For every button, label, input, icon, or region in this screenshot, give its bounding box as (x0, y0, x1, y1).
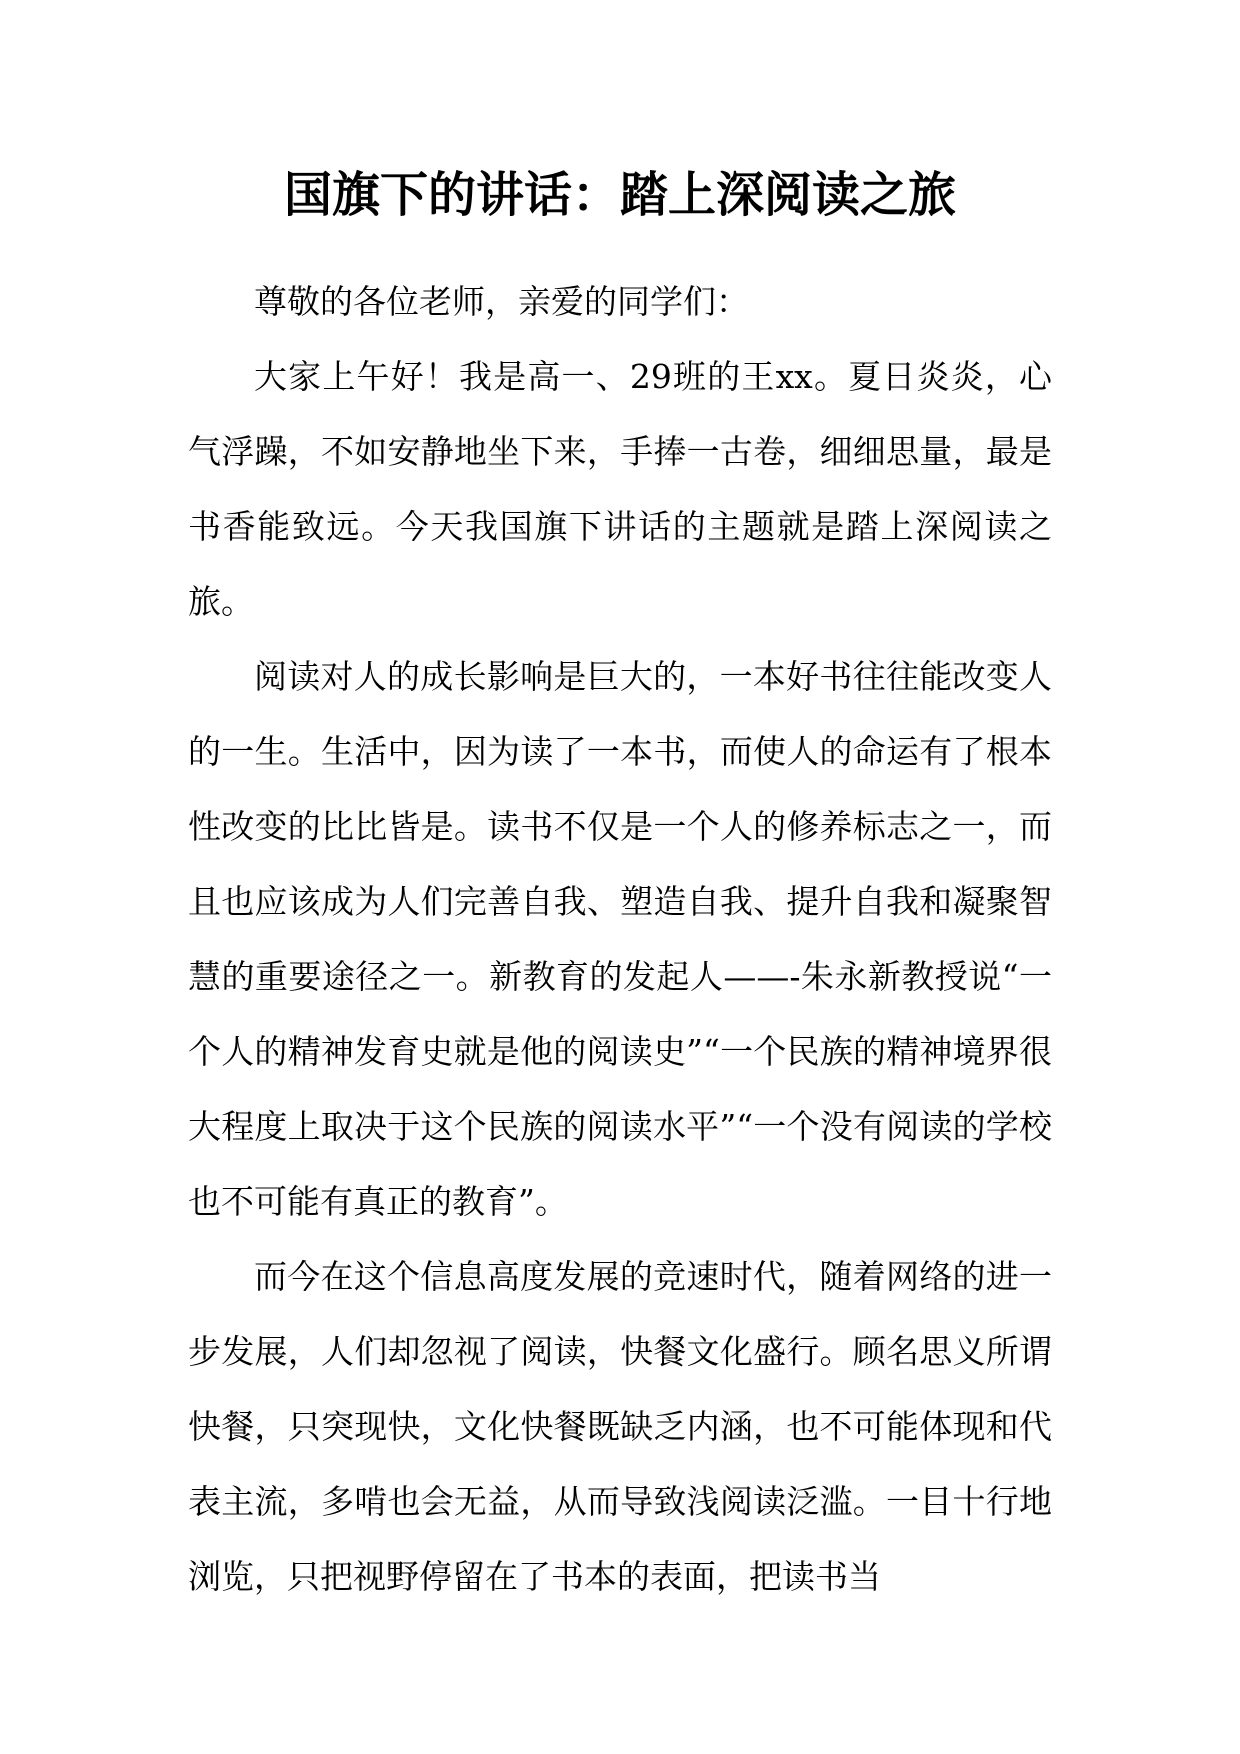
paragraph-introduction: 大家上午好！我是高一、29班的王xx。夏日炎炎，心气浮躁，不如安静地坐下来，手捧一古卷，细细思量，最是书香能致远。今天我国旗下讲话的主题就是踏上深阅读之旅。 (188, 357, 1052, 621)
document-body (188, 264, 1052, 1614)
document-title: 国旗下的讲话：踏上深阅读之旅 (283, 167, 956, 223)
paragraph-greeting: 尊敬的各位老师，亲爱的同学们： (254, 282, 749, 321)
paragraph-fast-food-culture: 而今在这个信息高度发展的竞速时代，随着网络的进一步发展，人们却忽视了阅读，快餐文化盛行。顾名思义所谓快餐，只突现快，文化快餐既缺乏内涵，也不可能体现和代表主流，多啃也会无益，从而导致浅阅读泛滥。一目十行地浏览，只把视野停留在了书本的表面，把读书当 (188, 1257, 1052, 1596)
paragraph-reading-impact: 阅读对人的成长影响是巨大的，一本好书往往能改变人的一生。生活中，因为读了一本书，而使人的命运有了根本性改变的比比皆是。读书不仅是一个人的修养标志之一，而且也应该成为人们完善自我、塑造自我、提升自我和凝聚智慧的重要途径之一。新教育的发起人——-朱永新教授说“一个人的精神发育史就是他的阅读史”“一个民族的精神境界很大程度上取决于这个民族的阅读水平”“一个没有阅读的学校也不可能有真正的教育”。 (188, 657, 1052, 1221)
